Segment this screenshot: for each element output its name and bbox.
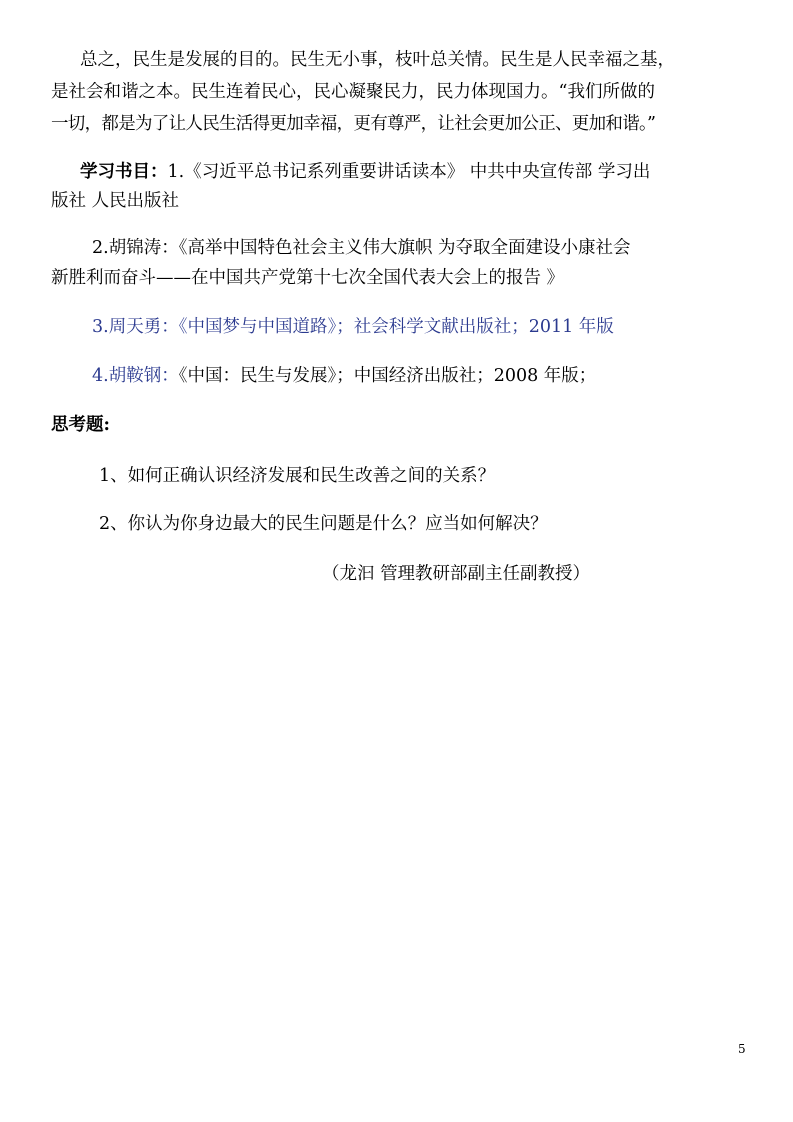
summary-line-2: 是社会和谐之本。民生连着民心，民心凝聚民力，民力体现国力。“我们所做的 xyxy=(51,82,655,102)
question-2: 2、你认为你身边最大的民生问题是什么？应当如何解决？ xyxy=(99,514,548,534)
reading-item-2-continued: 新胜利而奋斗——在中国共产党第十七次全国代表大会上的报告 》 xyxy=(51,268,565,288)
page-number: 5 xyxy=(738,1042,746,1056)
reading-item-1: 1.《习近平总书记系列重要讲话读本》 中共中央宣传部 学习出 xyxy=(167,162,651,182)
reading-item-4-author: 4.胡鞍钢： xyxy=(92,366,179,386)
reading-list-line-1 xyxy=(80,160,650,184)
reading-item-1-continued: 版社 人民出版社 xyxy=(51,191,180,211)
author-note: （龙汩 管理教研部副主任副教授） xyxy=(322,564,591,584)
reading-item-3: 3.周天勇：《中国梦与中国道路》；社会科学文献出版社；2011 年版 xyxy=(92,317,614,337)
question-1: 1、如何正确认识经济发展和民生改善之间的关系？ xyxy=(99,466,496,486)
reading-item-2: 2.胡锦涛：《高举中国特色社会主义伟大旗帜 为夺取全面建设小康社会 xyxy=(92,238,631,258)
reading-item-4-title: 《中国：民生与发展》；中国经济出版社；2008 年版； xyxy=(178,366,597,386)
summary-line-1: 总之，民生是发展的目的。民生无小事，枝叶总关情。民生是人民幸福之基， xyxy=(80,50,675,70)
questions-heading: 思考题: xyxy=(51,415,110,435)
reading-item-4 xyxy=(92,364,596,388)
summary-line-3: 一切，都是为了让人民生活得更加幸福，更有尊严，让社会更加公正、更加和谐。” xyxy=(51,114,656,134)
reading-list-heading: 学习书目： xyxy=(80,162,168,182)
